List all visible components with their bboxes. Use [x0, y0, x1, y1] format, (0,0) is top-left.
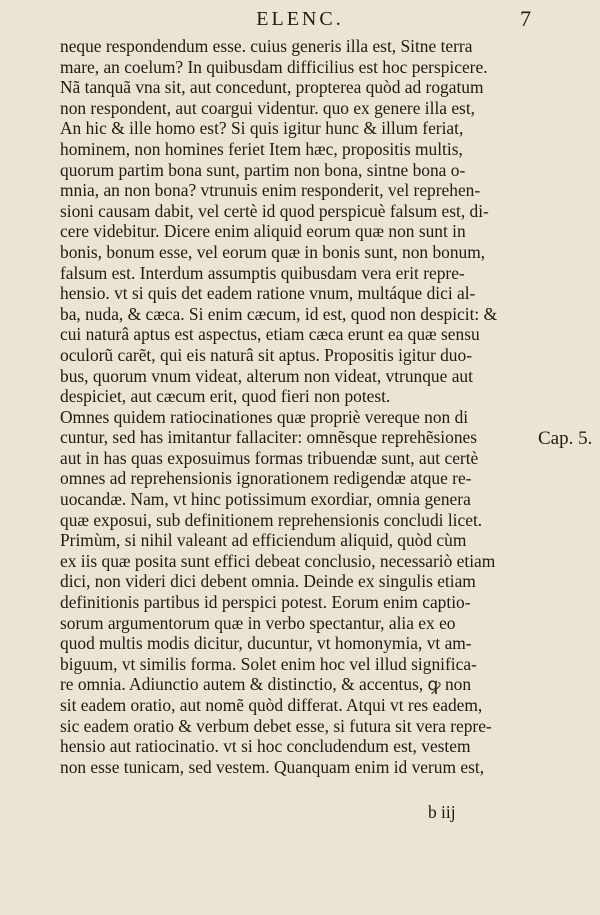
- text-line: quorum partim bona sunt, partim non bona, sintne bona o-: [60, 159, 466, 180]
- text-line: hominem, non homines feriet Item hæc, propositis multis,: [60, 138, 463, 159]
- text-line: ba, nuda, & cæca. Si enim cæcum, id est, quod non despicit: &: [60, 303, 498, 324]
- text-line: neque respondendum esse. cuius generis illa est, Sitne terra: [60, 36, 473, 56]
- running-title: ELENC.: [256, 8, 344, 30]
- text-line: non esse tunicam, sed vestem. Quanquam enim id verum est,: [60, 756, 485, 777]
- text-line: cuntur, sed has imitantur fallaciter: omnẽsque reprehẽsiones: [60, 427, 478, 448]
- text-line: mnia, an non bona? vtrunuis enim responderit, vel reprehen-: [60, 180, 481, 201]
- text-line: bus, quorum vnum videat, alterum non videat, vtrunque aut: [60, 365, 473, 386]
- text-line: sit eadem oratio, aut nomẽ quòd differat. Atqui vt res eadem,: [60, 695, 483, 715]
- text-line: dici, non videri dici debent omnia. Deinde ex singulis etiam: [60, 571, 476, 592]
- text-line: ex iis quæ posita sunt effici debeat conclusio, necessariò etiam: [60, 550, 496, 571]
- marginal-note: Cap. 5.: [538, 428, 593, 449]
- text-line: non respondent, aut coargui videntur. quo ex genere illa est,: [60, 97, 476, 118]
- text-line: An hic & ille homo est? Si quis igitur hunc & illum feriat,: [60, 118, 464, 139]
- text-line: definitionis partibus id perspici potest. Eorum enim captio-: [60, 592, 471, 613]
- text-line: oculorũ carẽt, qui eis naturâ sit aptus. Propositis igitur duo-: [60, 344, 472, 365]
- text-line: sorum argumentorum quæ in verbo spectantur, alia ex eo: [60, 612, 456, 633]
- text-line: sic eadem oratio & verbum debet esse, si futura sit vera repre-: [60, 715, 492, 736]
- text-line: biguum, vt similis forma. Solet enim hoc vel illud significa-: [60, 653, 477, 674]
- text-line: mare, an coelum? In quibusdam difficilius est hoc perspicere.: [60, 56, 488, 77]
- text-line: quæ exposui, sub definitionem reprehensionis concludi licet.: [60, 509, 483, 530]
- text-line: Omnes quidem ratiocinationes quæ propriè vereque non di: [60, 406, 469, 427]
- text-line: sioni causam dabit, vel certè id quod perspicuè falsum est, di-: [60, 200, 489, 221]
- text-line: despiciet, aut cæcum erit, quod fieri non potest.: [60, 386, 391, 407]
- text-line: uocandæ. Nam, vt hinc potissimum exordiar, omnia genera: [60, 489, 471, 510]
- text-line: falsum est. Interdum assumptis quibusdam vera erit repre-: [60, 262, 465, 283]
- text-line: cui naturâ aptus est aspectus, etiam cæca erunt ea quæ sensu: [60, 324, 480, 345]
- page-number: 7: [520, 6, 531, 31]
- text-line: Nã tanquã vna sit, aut concedunt, propterea quòd ad rogatum: [60, 77, 484, 98]
- text-line: quod multis modis dicitur, ducuntur, vt homonymia, vt am-: [60, 633, 472, 654]
- text-line: Primùm, si nihil valeant ad efficiendum aliquid, quòd cùm: [60, 530, 467, 551]
- body-text: [60, 36, 530, 777]
- text-line: hensio. vt si quis det eadem ratione vnum, multáque dici al-: [60, 283, 476, 304]
- text-line: re omnia. Adiunctio autem & distinctio, & accentus, ꝙ non: [60, 674, 472, 695]
- text-line: omnes ad reprehensionis ignorationem redigendæ atque re-: [60, 468, 472, 489]
- text-line: cere videbitur. Dicere enim aliquid eorum quæ non sunt in: [60, 221, 466, 242]
- text-line: hensio aut ratiocinatio. vt si hoc concludendum est, vestem: [60, 736, 471, 757]
- text-line: aut in has quas exposuimus formas tribuendæ sunt, aut certè: [60, 447, 479, 468]
- text-line: bonis, bonum esse, vel eorum quæ in bonis sunt, non bonum,: [60, 241, 486, 262]
- signature-mark: b iij: [428, 802, 456, 822]
